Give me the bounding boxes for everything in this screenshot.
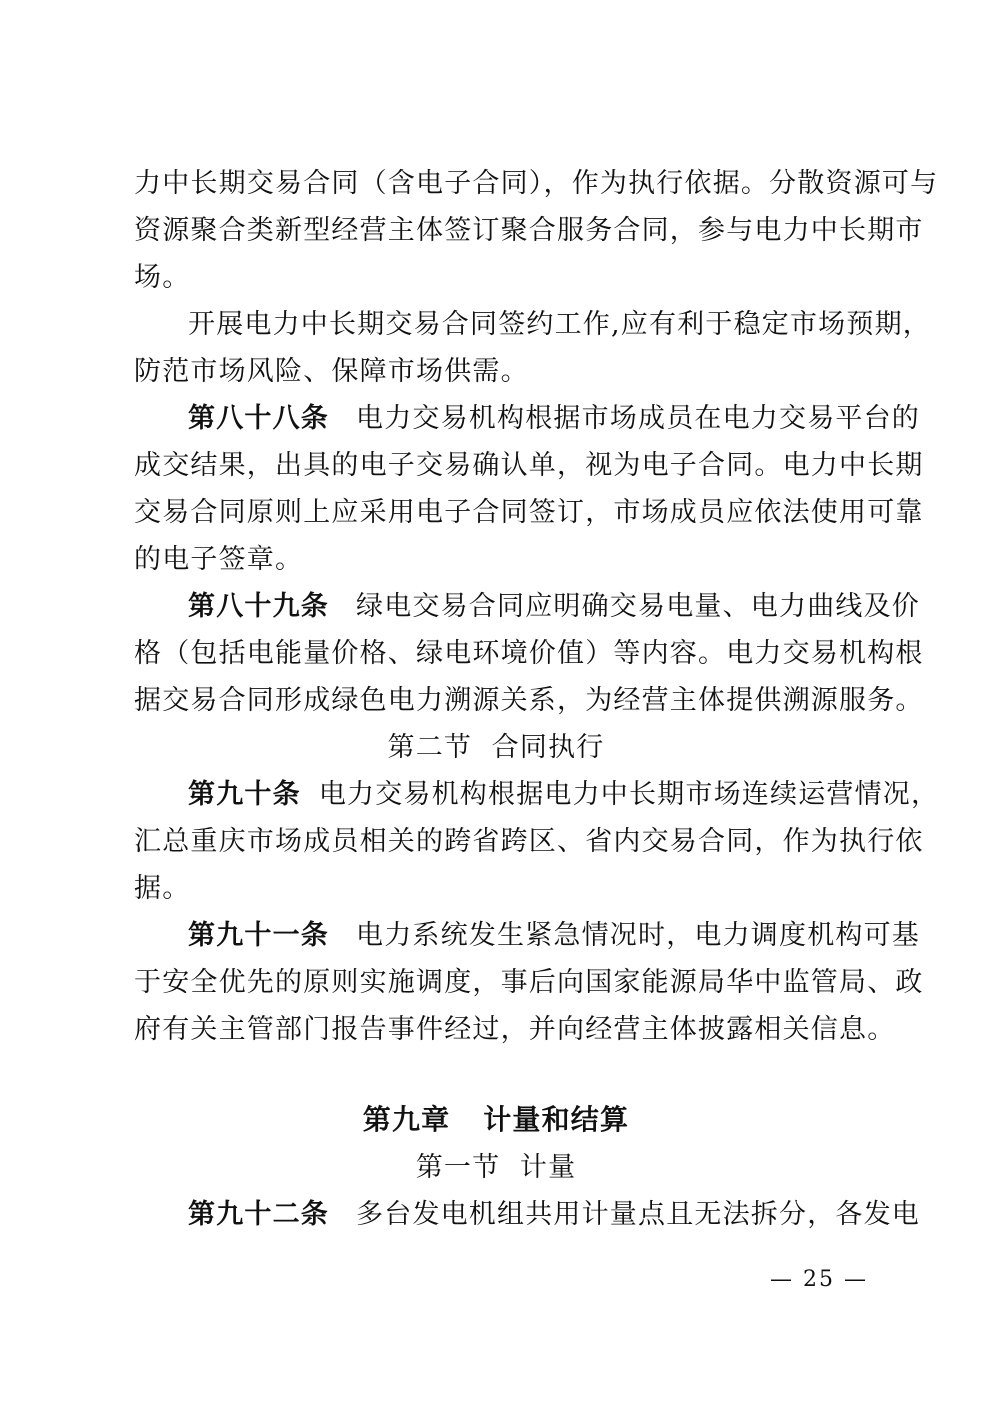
paragraph-line: 力中长期交易合同（含电子合同），作为执行依据。分散资源可与	[134, 168, 939, 199]
paragraph-line: 交易合同原则上应采用电子合同签订，市场成员应依法使用可靠	[134, 497, 924, 528]
paragraph-line: 格（包括电能量价格、绿电环境价值）等内容。电力交易机构根	[134, 638, 924, 669]
article-90-first-line	[188, 778, 940, 812]
article-91-first-line	[188, 919, 920, 953]
paragraph-line: 防范市场风险、保障市场供需。	[134, 356, 529, 387]
article-text: 电力交易机构根据电力中长期市场连续运营情况，	[318, 779, 940, 810]
article-label: 第八十九条	[188, 591, 329, 622]
paragraph-line: 成交结果，出具的电子交易确认单，视为电子合同。电力中长期	[134, 450, 924, 481]
article-92-first-line	[188, 1198, 920, 1232]
article-label: 第九十二条	[188, 1199, 329, 1230]
article-89-first-line	[188, 590, 920, 624]
paragraph-line: 据。	[134, 873, 191, 904]
article-text: 绿电交易合同应明确交易电量、电力曲线及价	[356, 591, 920, 622]
paragraph-line: 于安全优先的原则实施调度，事后向国家能源局华中监管局、政	[134, 967, 924, 998]
paragraph-line: 开展电力中长期交易合同签约工作,应有利于稳定市场预期，	[188, 309, 931, 340]
paragraph-line: 的电子签章。	[134, 544, 304, 575]
article-text: 电力系统发生紧急情况时，电力调度机构可基	[356, 920, 920, 951]
article-label: 第九十条	[188, 779, 301, 810]
article-text: 多台发电机组共用计量点且无法拆分，各发电	[356, 1199, 920, 1230]
paragraph-line: 资源聚合类新型经营主体签订聚合服务合同，参与电力中长期市	[134, 215, 924, 246]
article-88-first-line	[188, 402, 920, 436]
page-number: — 25 —	[770, 1267, 868, 1292]
paragraph-line: 场。	[134, 262, 191, 293]
paragraph-line: 府有关主管部门报告事件经过，并向经营主体披露相关信息。	[134, 1014, 896, 1045]
section-heading: 第一节 计量	[415, 1152, 577, 1183]
section-heading: 第二节 合同执行	[387, 732, 605, 763]
article-label: 第九十一条	[188, 920, 329, 951]
paragraph-line: 据交易合同形成绿色电力溯源关系，为经营主体提供溯源服务。	[134, 685, 924, 716]
paragraph-line: 汇总重庆市场成员相关的跨省跨区、省内交易合同，作为执行依	[134, 826, 924, 857]
article-text: 电力交易机构根据市场成员在电力交易平台的	[356, 403, 920, 434]
article-label: 第八十八条	[188, 403, 329, 434]
chapter-heading: 第九章 计量和结算	[362, 1103, 630, 1136]
